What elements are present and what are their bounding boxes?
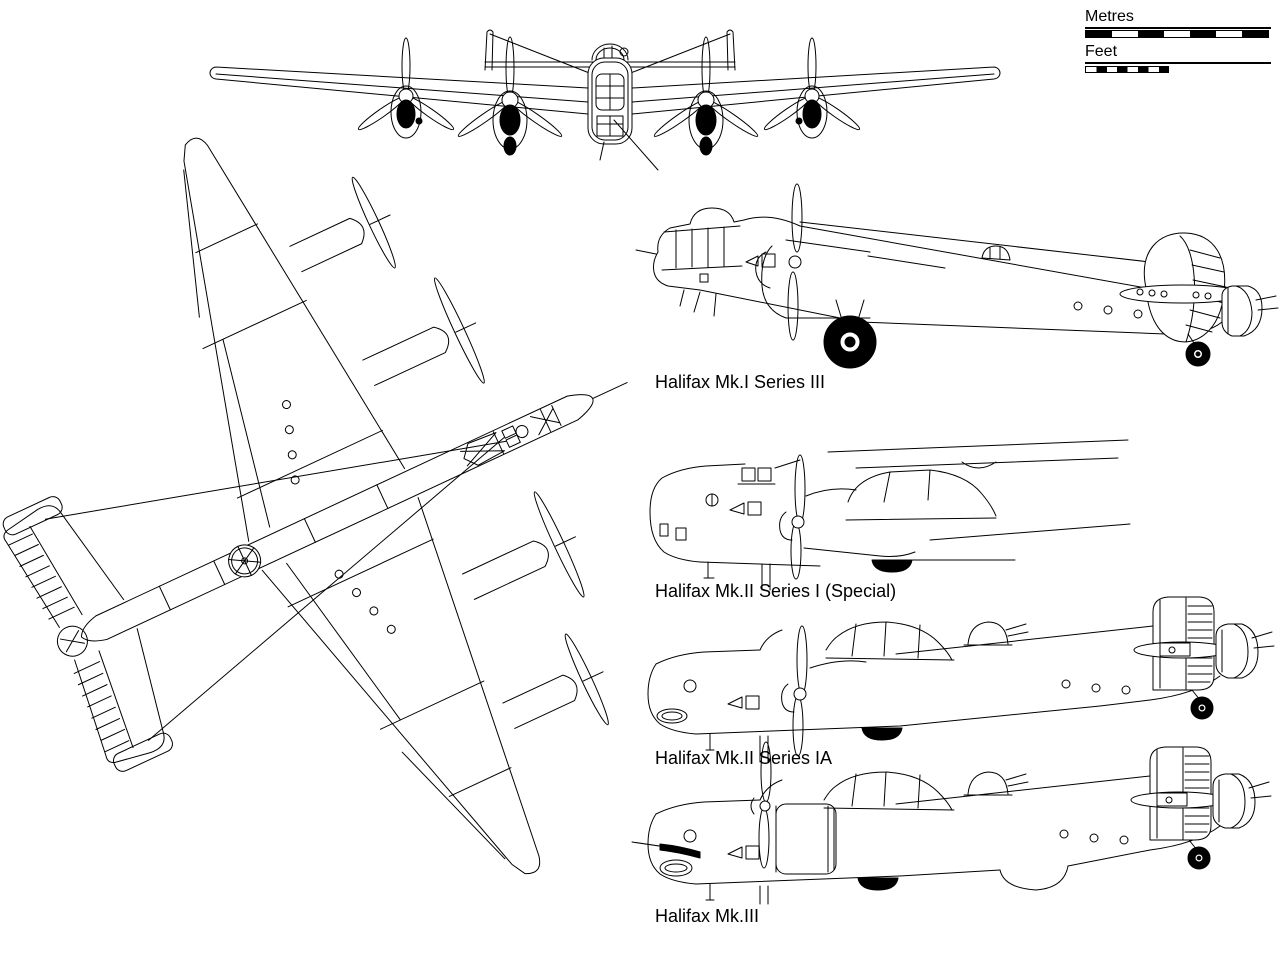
side-view-label-mk2-special: Halifax Mk.II Series I (Special) [655, 581, 897, 601]
front-fuselage [588, 44, 658, 170]
side-view-label-mk2-1a: Halifax Mk.II Series IA [655, 748, 833, 768]
side-view-mk2-special-drawing [650, 440, 1130, 590]
front-inner-left-engine [456, 37, 564, 155]
feet-scale-bar [1085, 66, 1169, 73]
plan-view-drawing [0, 16, 798, 960]
side-view-mk1-drawing [636, 184, 1278, 368]
front-inner-right-engine [652, 37, 760, 155]
scale-legend [1085, 8, 1271, 73]
metres-label: Metres [1085, 8, 1271, 29]
side-view-label-mk3: Halifax Mk.III [655, 906, 760, 926]
front-view-drawing [210, 30, 1000, 170]
side-view-mk2-1a-drawing [648, 597, 1274, 762]
side-view-label-mk1: Halifax Mk.I Series III [655, 372, 826, 392]
feet-label: Feet [1085, 43, 1271, 64]
metres-scale-bar [1085, 30, 1269, 38]
